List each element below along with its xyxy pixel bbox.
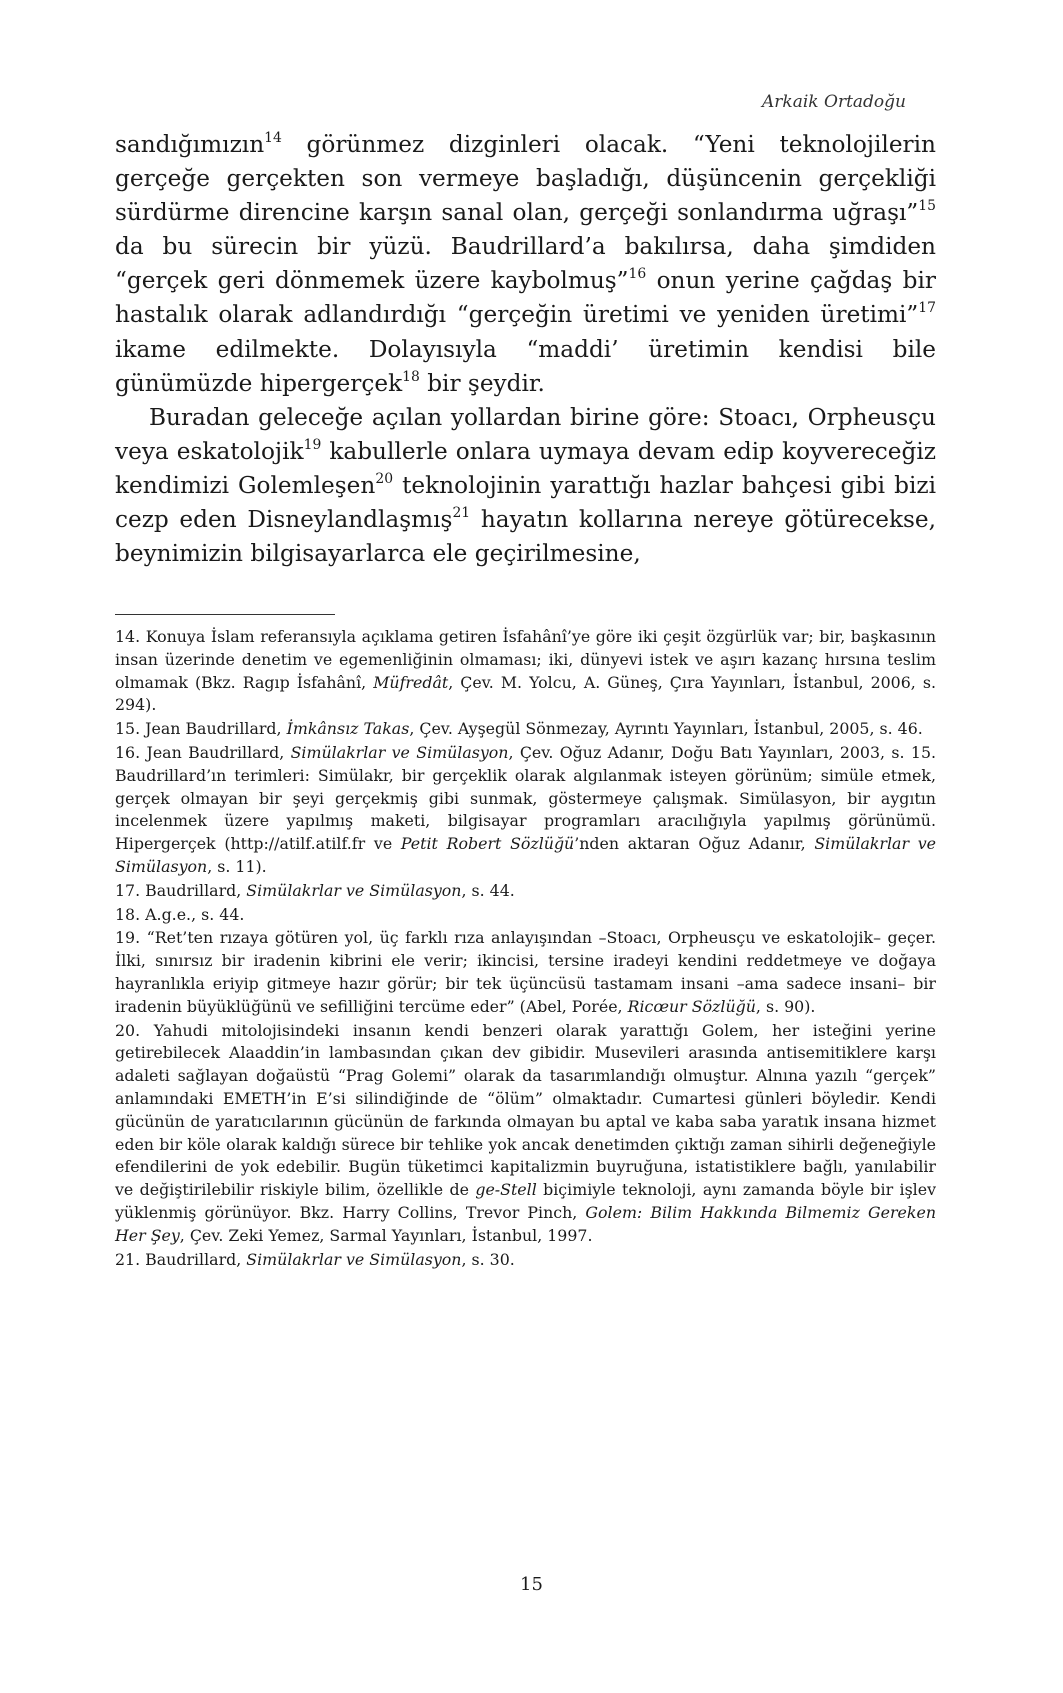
footnote-ref-18[interactable]: 18	[402, 368, 420, 385]
text-run: ’nden aktaran Oğuz Adanır,	[574, 834, 815, 854]
footnote-divider	[115, 614, 335, 615]
footnote-ref-15[interactable]: 15	[918, 198, 936, 215]
italic-title: İmkânsız Takas	[286, 719, 410, 739]
text-run: bir şeydir.	[419, 369, 545, 397]
footnote-14	[115, 626, 936, 717]
italic-title: ge-Stell	[475, 1180, 537, 1200]
italic-title: Simülakrlar ve Simülasyon	[246, 1249, 462, 1269]
text-run: hayatın kollarına nereye götürecekse, beynimizin bilgisayarlarca ele geçirilmesine,	[115, 506, 936, 568]
footnote-20	[115, 1020, 936, 1248]
footnote-21	[115, 1249, 936, 1272]
italic-title: Simülakrlar ve Simülasyon	[246, 880, 462, 900]
italic-title: Simülakrlar ve Simülasyon	[290, 742, 509, 762]
footnote-ref-17[interactable]: 17	[918, 300, 936, 317]
main-text	[115, 128, 936, 571]
footnote-ref-14[interactable]: 14	[264, 129, 282, 146]
text-run: görünmez dizginleri olacak. “Yeni teknolojilerin gerçeğe gerçekten son vermeye başladığı, düşüncenin gerçekliği sürdürme direncine karşın sanal olan, gerçeği sonlandırma uğraşı”	[115, 131, 936, 227]
footnote-18	[115, 904, 936, 927]
text-run: 17. Baudrillard,	[115, 880, 247, 900]
italic-title: Petit Robert Sözlüğü	[400, 834, 575, 854]
text-run: sandığımızın	[115, 131, 265, 158]
text-run: 18. A.g.e., s. 44.	[115, 904, 245, 924]
page-number: 15	[520, 1574, 543, 1595]
footnote-ref-19[interactable]: 19	[303, 436, 322, 453]
text-run: , s. 44.	[461, 880, 515, 900]
italic-title: Ricœur Sözlüğü	[627, 996, 756, 1016]
footnote-15	[115, 718, 936, 741]
text-run: , Çev. M. Yolcu, A. Güneş, Çıra Yayınları, İstanbul, 2006, s. 294).	[115, 672, 936, 715]
italic-title: Golem: Bilim Hakkında Bilmemiz Gereken Her Şey	[115, 1202, 936, 1245]
text-run: 19. “Ret’ten rızaya götüren yol, üç farklı rıza anlayışından –Stoacı, Orpheusçu ve eskatolojik– geçer. İlki, sınırsız bir iradenin kibrini ele verir; ikincisi, tersine iradeyi kendini reddetmeye ve doğaya hayranlıkla eriyip gitmeye hazır görür; bir tek üçüncüsü tastamam insani –ama sadece insani– bir iradenin büyüklüğünü ve sefilliğini tercüme eder” (Abel, Porée,	[115, 928, 936, 1016]
text-run: da bu sürecin bir yüzü. Baudrillard’a bakılırsa, daha şimdiden “gerçek geri dönmemek üzere kaybolmuş”	[115, 233, 936, 295]
text-run: , Çev. Oğuz Adanır, Doğu Batı Yayınları, 2003, s. 15. Baudrillard’ın terimleri: Simülakr, bir gerçeklik olarak algılanmak isteyen görünüm; simüle etmek, gerçek olmayan bir şeyi gerçekmiş gibi sunmak, göstermeye çalışmak. Simülasyon, bir aygıtın incelenmek üzere yapılmış maketi, bilgisayar programları aracılığıyla yapılmış görünümü. Hipergerçek (http://atilf.atilf.fr ve	[115, 742, 937, 854]
text-run: biçimiyle teknoloji, aynı zamanda böyle bir işlev yüklenmiş görünüyor. Bkz. Harry Collins, Trevor Pinch,	[115, 1180, 936, 1222]
paragraph-2	[115, 401, 936, 571]
text-run: 15. Jean Baudrillard,	[115, 719, 287, 739]
text-run: teknolojinin yarattığı hazlar bahçesi gibi bizi cezp eden Disneylandlaşmış	[115, 471, 936, 534]
paragraph-1	[115, 128, 936, 401]
text-run: 14. Konuya İslam referansıyla açıklama getiren İsfahânî’ye göre iki çeşit özgürlük var; bir, başkasının insan üzerinde denetim ve egemenliğinin olmaması; iki, dünyevi istek ve aşırı kazanç hırsına teslim olmamak (Bkz. Ragıp İsfahânî,	[115, 627, 936, 692]
text-run: 20. Yahudi mitolojisindeki insanın kendi benzeri olarak yarattığı Golem, her isteğini yerine getirebilecek Alaaddin’in lambasından çıkan dev gibidir. Musevileri arasında antisemitiklere karşı adaleti sağlayan doğaüstü “Prag Golemi” olarak da tasarımlandığı olmuştur. Alnına yazılı “gerçek” anlamındaki EMETH’in E’si silindiğinde de “ölüm” olmaktadır. Cumartesi günleri böyledir. Kendi gücünün de yaratıcılarının gücünün de farkında olmayan bu aptal ve kaba saba yaratık insana hizmet eden bir köle olarak kaldığı sürece bir tehlike yok ancak denetimden çıktığı zaman sihirli değeneğiyle efendilerini de yok edebilir. Bugün tüketimci kapitalizmin buyruğuna, istatistiklere bağlı, yanılabilir ve değiştirilebilir riskiyle bilim, özellikle de	[115, 1020, 936, 1200]
text-run: 21. Baudrillard,	[115, 1249, 247, 1269]
italic-title: Simülakrlar ve Simülasyon	[115, 834, 936, 876]
footnote-ref-21[interactable]: 21	[452, 504, 471, 521]
text-run: ikame edilmekte. Dolayısıyla “maddi’ üretimin kendisi bile günümüzde hipergerçek	[115, 335, 936, 397]
text-run: , s. 90).	[755, 996, 816, 1016]
footnotes	[115, 626, 936, 1272]
running-header: Arkaik Ortadoğu	[762, 92, 906, 112]
text-run: Buradan geleceğe açılan yollardan birine göre: Stoacı, Orpheusçu veya eskatolojik	[115, 403, 936, 465]
italic-title: Müfredât	[373, 672, 449, 692]
footnote-19	[115, 927, 936, 1018]
text-run: kabullerle onlara uymaya devam edip koyvereceğiz kendimizi Golemleşen	[115, 437, 936, 499]
footnote-ref-20[interactable]: 20	[375, 470, 394, 487]
footnote-16	[115, 742, 936, 879]
text-run: 16. Jean Baudrillard,	[115, 742, 291, 762]
footnote-ref-16[interactable]: 16	[628, 266, 647, 283]
text-run: , s. 30.	[461, 1249, 515, 1269]
footnote-17	[115, 880, 936, 903]
text-run: , s. 11).	[207, 856, 267, 876]
text-run: , Çev. Zeki Yemez, Sarmal Yayınları, İstanbul, 1997.	[179, 1225, 593, 1245]
text-run: onun yerine çağdaş bir hastalık olarak adlandırdığı “gerçeğin üretimi ve yeniden üretimi”	[115, 267, 936, 329]
text-run: , Çev. Ayşegül Sönmezay, Ayrıntı Yayınları, İstanbul, 2005, s. 46.	[409, 719, 923, 739]
